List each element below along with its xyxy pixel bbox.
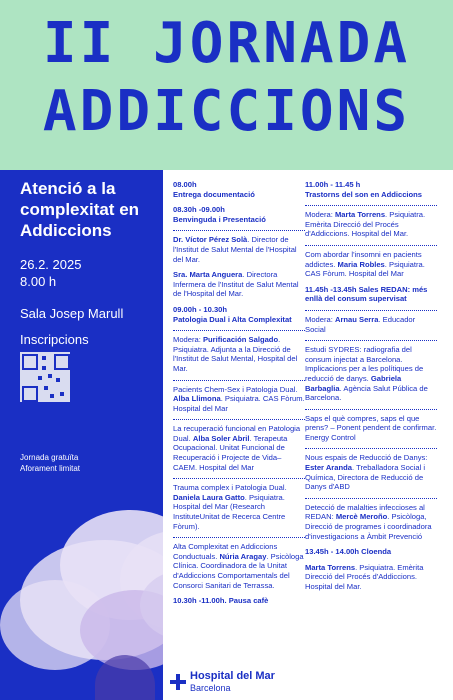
speaker-details: . Psicòloga, Direcció de programes i coordinadora d'investigacions a Àmbit Prevenció [305, 512, 432, 541]
session-time: 10.30h -11.00h. Pausa cafè [173, 596, 269, 606]
speaker-name: Daniela Laura Gatto [173, 492, 245, 502]
event-venue: Sala Josep Marull [20, 306, 124, 321]
separator [305, 205, 437, 206]
separator [305, 448, 437, 449]
session-title: Patologia Dual i Alta Complexitat [173, 314, 292, 324]
speaker-details: . Psiquiatra. CAS Fòrum. Hospital del Mar [305, 259, 425, 279]
program-item [305, 285, 437, 304]
title-line-1: II JORNADA [42, 11, 411, 76]
talk-topic: La recuperació funcional en Patologia Dual. [173, 424, 301, 443]
speaker-entry [305, 563, 437, 592]
speaker-name: Ester Aranda [305, 463, 352, 473]
program-item [173, 483, 305, 531]
session-title: Trastorns del son en Addiccions [305, 189, 423, 199]
talk-topic: Estudi SYDRES: radiografia del consum injectat a Barcelona. Implicacions per a les polítiques de reducció de danys. [305, 345, 424, 383]
cross-icon [170, 674, 186, 690]
program-item [173, 596, 305, 606]
qr-finder [22, 354, 38, 370]
speaker-entry [305, 250, 437, 279]
event-date-time: 8.00 h [20, 274, 57, 289]
talk-topic: Nous espais de Reducció de Danys: [305, 453, 428, 463]
speaker-entry [305, 453, 437, 491]
talk-topic: Trauma complex i Patologia Dual. [173, 483, 287, 493]
logo-city: Barcelona [190, 683, 231, 693]
speaker-details: . Psiquiatra. Emèrita Direcció del Procés d'Addiccions. Hospital del Mar. [305, 562, 424, 591]
program-item [305, 414, 437, 443]
program-item [173, 335, 305, 373]
qr-finder [54, 354, 70, 370]
speaker-entry [305, 210, 437, 239]
speaker-details: . Psicòloga Clínica. Coordinadora de la Unitat d'Addiccions Comportamentals del Consorci Sanitari de Terrassa. [173, 551, 304, 590]
qr-dot [50, 394, 54, 398]
speaker-details: . Psiquiatra. Emèrita Direcció del Procés d'Addiccions. Hospital del Mar. [305, 210, 426, 239]
speaker-name: Purificación Salgado [202, 335, 279, 345]
speaker-details: – Ponent pendent de confirmar. Energy Control [305, 423, 437, 442]
free-line-2: Aforament limitat [20, 464, 81, 473]
program-item [305, 563, 437, 592]
event-date [20, 256, 81, 290]
qr-dot [60, 392, 64, 396]
session-title: Benvinguda i Presentació [173, 214, 266, 224]
program-item [305, 345, 437, 403]
speaker-name: Sra. Marta Anguera [173, 270, 243, 280]
separator [173, 478, 305, 479]
speaker-entry [173, 270, 305, 299]
moderator-label: Modera: [305, 314, 335, 324]
program-item [305, 315, 437, 334]
speaker-entry [173, 424, 305, 472]
program-item [305, 547, 437, 557]
moderator-label: Modera: [173, 335, 203, 345]
separator [173, 230, 305, 231]
separator [305, 340, 437, 341]
program-item [173, 205, 305, 224]
speaker-name: Núria Aragay [219, 551, 267, 561]
separator [173, 330, 305, 331]
qr-dot [42, 356, 46, 360]
program-item [173, 305, 305, 324]
speaker-details: . Director de l'Institut de Salut Mental de l'Hospital del Mar. [173, 235, 297, 264]
program-item [173, 385, 305, 414]
speaker-name: Mercè Meroño [335, 512, 388, 522]
hospital-logo [170, 668, 290, 696]
program-item [305, 453, 437, 491]
speaker-name: Marta Torrens [305, 562, 356, 572]
separator [305, 310, 437, 311]
separator [305, 245, 437, 246]
program-item [173, 180, 305, 199]
talk-topic: Pacients Chem-Sex i Patologia Dual. [173, 384, 298, 394]
program-item [305, 210, 437, 239]
qr-dot [44, 386, 48, 390]
speaker-entry [173, 385, 305, 414]
logo-name: Hospital del Mar [190, 670, 275, 682]
speaker-name: Maria Robles [337, 259, 385, 269]
free-line-1: Jornada gratuïta [20, 453, 79, 462]
moderator-label: Modera: [305, 210, 335, 220]
program-item [173, 270, 305, 299]
speaker-name: Arnau Serra [334, 314, 379, 324]
program-column-right [305, 180, 437, 598]
speaker-details: . Terapeuta Ocupacional. Unitat Funcional de Recuperació i Projecte de Vida– CAEM. Hospital del Mar [173, 433, 288, 472]
separator [173, 419, 305, 420]
speaker-details: . Psiquiatra. CAS Fòrum. Hospital del Mar [173, 394, 305, 413]
speaker-name: Alba Llimona [173, 394, 221, 404]
speaker-entry [173, 335, 305, 373]
title-line-2: ADDICCIONS [42, 79, 411, 144]
qr-dot [38, 376, 42, 380]
session-time: 08.00h [173, 180, 197, 189]
speaker-details: . Psiquiatra. Hospital del Mar (Research InstituteUnitat de Recerca Centre Fòrum). [173, 492, 286, 531]
speaker-name: Marta Torrens [334, 210, 386, 220]
program-item [173, 542, 305, 590]
session-title: Entrega documentació [173, 189, 255, 199]
speaker-entry [305, 414, 437, 443]
event-subtitle: Atenció a la complexitat en Addiccions [20, 179, 140, 240]
speaker-details: . Treballadora Social i Química, Directora de Reducció de Danys d'ABD [305, 463, 426, 492]
program-item [305, 503, 437, 541]
speaker-entry [305, 503, 437, 541]
event-date-day: 26.2. 2025 [20, 257, 82, 272]
separator [173, 380, 305, 381]
speaker-entry [305, 315, 437, 334]
qr-dot [56, 378, 60, 382]
speaker-name: Dr. Víctor Pérez Solà [173, 235, 248, 245]
session-time: 08.30h -09.00h [173, 205, 225, 215]
talk-topic: Alta Complexitat en Addiccions Conductuals. [173, 542, 278, 561]
speaker-entry [173, 235, 305, 264]
talk-topic: Saps el què compres, saps el que prens? [305, 413, 420, 433]
program-item [305, 180, 437, 199]
session-time: 09.00h - 10.30h [173, 304, 228, 314]
qr-finder [22, 386, 38, 402]
qr-code-icon[interactable] [20, 352, 70, 402]
speaker-name: Alba Soler Abril [192, 433, 250, 443]
speaker-name: Gabriela Barbaglia [305, 373, 402, 393]
speaker-details: . Directora Infermera de l'Institut de Salut Mental de l'Hospital del Mar. [173, 270, 299, 299]
program-column-left [173, 180, 305, 612]
session-time: 11.45h -13.45h Sales REDAN: més enllà del consum supervisat [305, 284, 428, 304]
talk-topic: Detecció de malalties infeccioses al REDAN: [305, 502, 425, 522]
qr-dot [48, 374, 52, 378]
separator [173, 537, 305, 538]
separator [305, 409, 437, 410]
speaker-details: . Educador Social [305, 314, 416, 334]
session-time: 13.45h - 14.00h Cloenda [305, 547, 392, 557]
session-time: 11.00h - 11.45 h [305, 180, 361, 189]
speaker-entry [173, 542, 305, 590]
header-banner [0, 0, 453, 170]
program-item [173, 424, 305, 472]
speaker-entry [173, 483, 305, 531]
speaker-details: . Psiquiatra. Adjunta a la Direcció de l'Institut de Salut Mental, Hospital del Mar. [173, 335, 298, 373]
program-item [305, 250, 437, 279]
talk-topic: Com abordar l'insomni en pacients addictes. [305, 249, 422, 269]
program-item [173, 235, 305, 264]
speaker-entry [305, 345, 437, 403]
registration-label: Inscripcions [20, 332, 89, 347]
qr-dot [42, 366, 46, 370]
speaker-details: . Agència Salut Pública de Barcelona. [305, 383, 428, 403]
separator [305, 498, 437, 499]
